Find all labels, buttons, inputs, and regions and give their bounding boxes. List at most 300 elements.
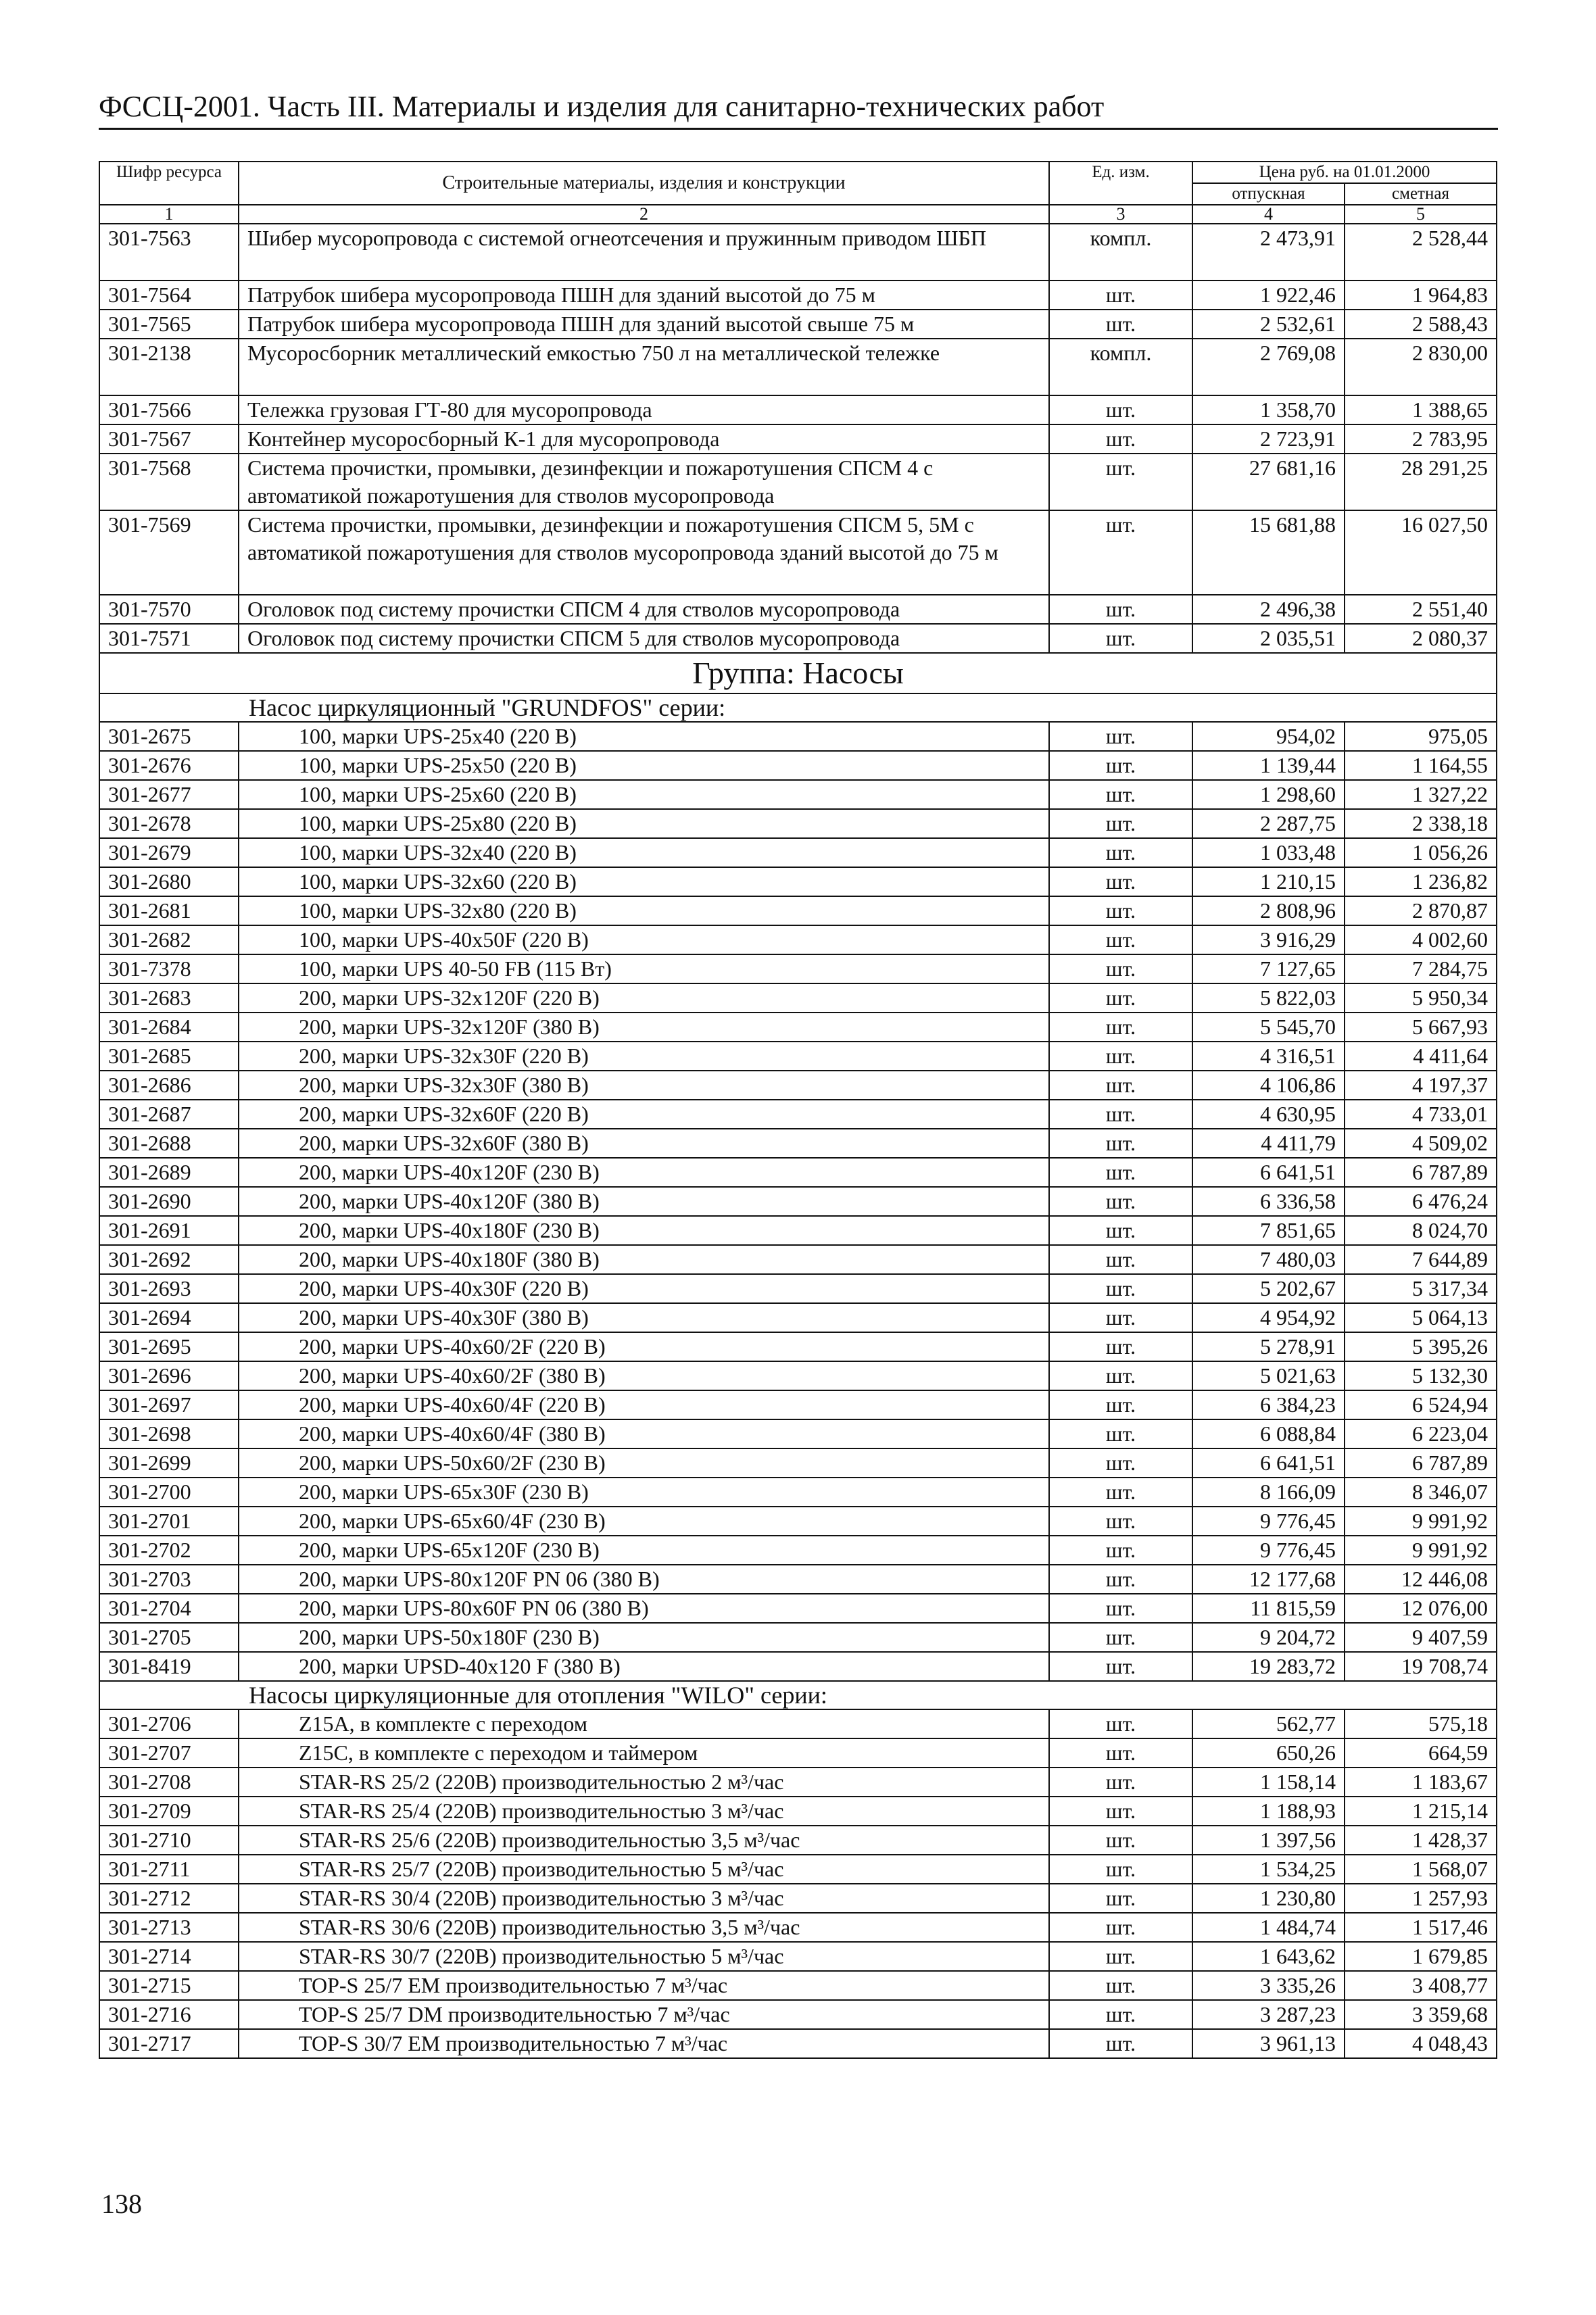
resource-code-cell: 301-2699	[99, 1448, 239, 1478]
resource-code-cell: 301-2708	[99, 1768, 239, 1797]
table-row	[99, 1448, 1497, 1478]
material-name-cell: STAR-RS 30/7 (220В) производительностью 5 м³/час	[239, 1942, 1049, 1971]
estimate-price-cell: 6 223,04	[1345, 1419, 1497, 1448]
table-header-row	[99, 162, 1497, 183]
estimate-price-cell: 8 346,07	[1345, 1478, 1497, 1507]
release-price-cell: 8 166,09	[1192, 1478, 1345, 1507]
release-price-cell: 5 202,67	[1192, 1274, 1345, 1303]
resource-code-cell: 301-2683	[99, 983, 239, 1013]
table-row	[99, 925, 1497, 954]
estimate-price-cell: 1 164,55	[1345, 751, 1497, 780]
column-number: 1	[99, 205, 239, 224]
header-unit: Ед. изм.	[1049, 162, 1192, 205]
release-price-cell: 1 358,70	[1192, 395, 1345, 424]
release-price-cell: 562,77	[1192, 1709, 1345, 1738]
resource-code-cell: 301-2687	[99, 1100, 239, 1129]
resource-code-cell: 301-2138	[99, 339, 239, 395]
estimate-price-cell: 1 215,14	[1345, 1797, 1497, 1826]
estimate-price-cell: 19 708,74	[1345, 1652, 1497, 1681]
estimate-price-cell: 1 679,85	[1345, 1942, 1497, 1971]
table-row	[99, 1507, 1497, 1536]
table-row	[99, 1942, 1497, 1971]
material-name-cell: TOP-S 25/7 DM производительностью 7 м³/час	[239, 2000, 1049, 2029]
resource-code-cell: 301-2706	[99, 1709, 239, 1738]
estimate-price-cell: 2 588,43	[1345, 310, 1497, 339]
material-name-cell: 200, марки UPS-40x180F (380 В)	[239, 1245, 1049, 1274]
table-body	[99, 205, 1497, 2058]
resource-code-cell: 301-8419	[99, 1652, 239, 1681]
material-name-cell: 200, марки UPS-65x120F (230 В)	[239, 1536, 1049, 1565]
release-price-cell: 1 397,56	[1192, 1826, 1345, 1855]
resource-code-cell: 301-2712	[99, 1884, 239, 1913]
material-name-cell: Z15C, в комплекте с переходом и таймером	[239, 1738, 1049, 1768]
material-name-cell: Контейнер мусоросборный К-1 для мусоропровода	[239, 424, 1049, 454]
section-title-wilo: Насосы циркуляционные для отопления "WILO" серии:	[99, 1681, 1497, 1709]
estimate-price-cell: 575,18	[1345, 1709, 1497, 1738]
group-title: Группа: Насосы	[99, 653, 1497, 693]
unit-cell: шт.	[1049, 1390, 1192, 1419]
resource-code-cell: 301-2701	[99, 1507, 239, 1536]
material-name-cell: 100, марки UPS-40x50F (220 В)	[239, 925, 1049, 954]
unit-cell: шт.	[1049, 1042, 1192, 1071]
release-price-cell: 2 808,96	[1192, 896, 1345, 925]
table-row	[99, 395, 1497, 424]
material-name-cell: 100, марки UPS-25x80 (220 В)	[239, 809, 1049, 838]
estimate-price-cell: 5 667,93	[1345, 1013, 1497, 1042]
table-row	[99, 310, 1497, 339]
release-price-cell: 1 922,46	[1192, 281, 1345, 310]
unit-cell: шт.	[1049, 1303, 1192, 1332]
unit-cell: шт.	[1049, 838, 1192, 867]
table-row	[99, 1826, 1497, 1855]
table-row	[99, 780, 1497, 809]
material-name-cell: 100, марки UPS-32x40 (220 В)	[239, 838, 1049, 867]
table-row	[99, 1594, 1497, 1623]
material-name-cell: STAR-RS 25/4 (220В) производительностью 3 м³/час	[239, 1797, 1049, 1826]
release-price-cell: 19 283,72	[1192, 1652, 1345, 1681]
release-price-cell: 2 723,91	[1192, 424, 1345, 454]
material-name-cell: Шибер мусоропровода с системой огнеотсечения и пружинным приводом ШБП	[239, 224, 1049, 281]
material-name-cell: 100, марки UPS-32x80 (220 В)	[239, 896, 1049, 925]
release-price-cell: 1 298,60	[1192, 780, 1345, 809]
release-price-cell: 650,26	[1192, 1738, 1345, 1768]
unit-cell: шт.	[1049, 1942, 1192, 1971]
resource-code-cell: 301-2707	[99, 1738, 239, 1768]
table-row	[99, 1129, 1497, 1158]
material-name-cell: 200, марки UPS-65x60/4F (230 В)	[239, 1507, 1049, 1536]
release-price-cell: 15 681,88	[1192, 510, 1345, 595]
release-price-cell: 1 210,15	[1192, 867, 1345, 896]
table-row	[99, 1332, 1497, 1361]
estimate-price-cell: 2 830,00	[1345, 339, 1497, 395]
unit-cell: шт.	[1049, 1448, 1192, 1478]
unit-cell: шт.	[1049, 1216, 1192, 1245]
unit-cell: шт.	[1049, 925, 1192, 954]
column-number: 5	[1345, 205, 1497, 224]
page-header-title: ФССЦ-2001. Часть III. Материалы и изделия для санитарно-технических работ	[99, 90, 1105, 123]
table-row	[99, 595, 1497, 624]
release-price-cell: 2 473,91	[1192, 224, 1345, 281]
estimate-price-cell: 1 236,82	[1345, 867, 1497, 896]
table-row	[99, 983, 1497, 1013]
resource-code-cell: 301-2685	[99, 1042, 239, 1071]
resource-code-cell: 301-2697	[99, 1390, 239, 1419]
unit-cell: шт.	[1049, 1536, 1192, 1565]
table-row	[99, 1738, 1497, 1768]
table-row	[99, 424, 1497, 454]
release-price-cell: 1 230,80	[1192, 1884, 1345, 1913]
table-row	[99, 722, 1497, 751]
estimate-price-cell: 5 064,13	[1345, 1303, 1497, 1332]
estimate-price-cell: 664,59	[1345, 1738, 1497, 1768]
estimate-price-cell: 16 027,50	[1345, 510, 1497, 595]
release-price-cell: 3 287,23	[1192, 2000, 1345, 2029]
estimate-price-cell: 5 317,34	[1345, 1274, 1497, 1303]
table-row	[99, 1536, 1497, 1565]
table-row	[99, 954, 1497, 983]
release-price-cell: 7 127,65	[1192, 954, 1345, 983]
unit-cell: компл.	[1049, 224, 1192, 281]
table-row	[99, 1071, 1497, 1100]
table-row	[99, 1478, 1497, 1507]
release-price-cell: 954,02	[1192, 722, 1345, 751]
material-name-cell: Мусоросборник металлический емкостью 750 л на металлической тележке	[239, 339, 1049, 395]
material-name-cell: 200, марки UPS-32x120F (220 В)	[239, 983, 1049, 1013]
column-number-row	[99, 205, 1497, 224]
header-estimate: сметная	[1345, 183, 1497, 205]
material-name-cell: STAR-RS 25/6 (220В) производительностью 3,5 м³/час	[239, 1826, 1049, 1855]
unit-cell: шт.	[1049, 624, 1192, 653]
estimate-price-cell: 2 338,18	[1345, 809, 1497, 838]
unit-cell: шт.	[1049, 1797, 1192, 1826]
resource-code-cell: 301-2680	[99, 867, 239, 896]
table-row	[99, 1652, 1497, 1681]
estimate-price-cell: 12 446,08	[1345, 1565, 1497, 1594]
release-price-cell: 1 484,74	[1192, 1913, 1345, 1942]
resource-code-cell: 301-2677	[99, 780, 239, 809]
price-table	[99, 161, 1497, 2059]
estimate-price-cell: 1 517,46	[1345, 1913, 1497, 1942]
material-name-cell: Патрубок шибера мусоропровода ПШН для зданий высотой до 75 м	[239, 281, 1049, 310]
resource-code-cell: 301-7565	[99, 310, 239, 339]
table-row	[99, 510, 1497, 595]
release-price-cell: 6 641,51	[1192, 1158, 1345, 1187]
estimate-price-cell: 3 408,77	[1345, 1971, 1497, 2000]
material-name-cell: Система прочистки, промывки, дезинфекции и пожаротушения СПСМ 5, 5М с автоматикой пожаротушения для стволов мусоропровода зданий высотой до 75 м	[239, 510, 1049, 595]
resource-code-cell: 301-2711	[99, 1855, 239, 1884]
resource-code-cell: 301-2691	[99, 1216, 239, 1245]
release-price-cell: 1 139,44	[1192, 751, 1345, 780]
release-price-cell: 7 480,03	[1192, 1245, 1345, 1274]
table-row	[99, 1913, 1497, 1942]
unit-cell: шт.	[1049, 1507, 1192, 1536]
table-row	[99, 1623, 1497, 1652]
estimate-price-cell: 9 991,92	[1345, 1507, 1497, 1536]
material-name-cell: 100, марки UPS-32x60 (220 В)	[239, 867, 1049, 896]
resource-code-cell: 301-2695	[99, 1332, 239, 1361]
estimate-price-cell: 5 395,26	[1345, 1332, 1497, 1361]
estimate-price-cell: 2 870,87	[1345, 896, 1497, 925]
resource-code-cell: 301-7563	[99, 224, 239, 281]
table-row	[99, 339, 1497, 395]
material-name-cell: 200, марки UPS-40x60/4F (380 В)	[239, 1419, 1049, 1448]
resource-code-cell: 301-7570	[99, 595, 239, 624]
unit-cell: шт.	[1049, 595, 1192, 624]
unit-cell: шт.	[1049, 1013, 1192, 1042]
estimate-price-cell: 9 991,92	[1345, 1536, 1497, 1565]
estimate-price-cell: 1 568,07	[1345, 1855, 1497, 1884]
resource-code-cell: 301-2682	[99, 925, 239, 954]
table-row	[99, 1042, 1497, 1071]
resource-code-cell: 301-2692	[99, 1245, 239, 1274]
estimate-price-cell: 8 024,70	[1345, 1216, 1497, 1245]
table-row	[99, 1361, 1497, 1390]
resource-code-cell: 301-7571	[99, 624, 239, 653]
table-head	[99, 162, 1497, 205]
unit-cell: шт.	[1049, 1332, 1192, 1361]
estimate-price-cell: 6 787,89	[1345, 1158, 1497, 1187]
material-name-cell: 200, марки UPS-32x30F (220 В)	[239, 1042, 1049, 1071]
estimate-price-cell: 2 080,37	[1345, 624, 1497, 653]
unit-cell: шт.	[1049, 954, 1192, 983]
release-price-cell: 2 287,75	[1192, 809, 1345, 838]
table-row	[99, 1303, 1497, 1332]
material-name-cell: 200, марки UPS-32x60F (220 В)	[239, 1100, 1049, 1129]
unit-cell: шт.	[1049, 896, 1192, 925]
resource-code-cell: 301-2681	[99, 896, 239, 925]
table-row	[99, 1216, 1497, 1245]
release-price-cell: 6 088,84	[1192, 1419, 1345, 1448]
resource-code-cell: 301-7568	[99, 454, 239, 510]
resource-code-cell: 301-2714	[99, 1942, 239, 1971]
table-row	[99, 1855, 1497, 1884]
resource-code-cell: 301-2709	[99, 1797, 239, 1826]
release-price-cell: 4 106,86	[1192, 1071, 1345, 1100]
table-row	[99, 1158, 1497, 1187]
unit-cell: шт.	[1049, 1855, 1192, 1884]
resource-code-cell: 301-2679	[99, 838, 239, 867]
page-number: 138	[101, 2189, 142, 2219]
unit-cell: шт.	[1049, 1274, 1192, 1303]
unit-cell: шт.	[1049, 310, 1192, 339]
table-row	[99, 751, 1497, 780]
header-name: Строительные материалы, изделия и конструкции	[239, 162, 1049, 205]
estimate-price-cell: 5 132,30	[1345, 1361, 1497, 1390]
estimate-price-cell: 6 787,89	[1345, 1448, 1497, 1478]
unit-cell: шт.	[1049, 2029, 1192, 2058]
table-row	[99, 1884, 1497, 1913]
resource-code-cell: 301-2703	[99, 1565, 239, 1594]
release-price-cell: 2 035,51	[1192, 624, 1345, 653]
release-price-cell: 27 681,16	[1192, 454, 1345, 510]
table-row	[99, 838, 1497, 867]
material-name-cell: 200, марки UPS-32x120F (380 В)	[239, 1013, 1049, 1042]
table-row	[99, 809, 1497, 838]
estimate-price-cell: 1 388,65	[1345, 395, 1497, 424]
release-price-cell: 1 158,14	[1192, 1768, 1345, 1797]
unit-cell: шт.	[1049, 1478, 1192, 1507]
resource-code-cell: 301-2702	[99, 1536, 239, 1565]
column-number: 4	[1192, 205, 1345, 224]
unit-cell: шт.	[1049, 1100, 1192, 1129]
resource-code-cell: 301-2690	[99, 1187, 239, 1216]
header-release: отпускная	[1192, 183, 1345, 205]
resource-code-cell: 301-2678	[99, 809, 239, 838]
unit-cell: шт.	[1049, 722, 1192, 751]
unit-cell: шт.	[1049, 1419, 1192, 1448]
release-price-cell: 6 641,51	[1192, 1448, 1345, 1478]
resource-code-cell: 301-2676	[99, 751, 239, 780]
material-name-cell: 200, марки UPS-80x60F PN 06 (380 В)	[239, 1594, 1049, 1623]
resource-code-cell: 301-2675	[99, 722, 239, 751]
estimate-price-cell: 6 524,94	[1345, 1390, 1497, 1419]
unit-cell: шт.	[1049, 2000, 1192, 2029]
material-name-cell: STAR-RS 30/6 (220В) производительностью 3,5 м³/час	[239, 1913, 1049, 1942]
release-price-cell: 3 961,13	[1192, 2029, 1345, 2058]
unit-cell: шт.	[1049, 1361, 1192, 1390]
material-name-cell: 100, марки UPS 40-50 FB (115 Вт)	[239, 954, 1049, 983]
unit-cell: шт.	[1049, 1738, 1192, 1768]
table-row	[99, 1419, 1497, 1448]
section-title-grundfos-row	[99, 693, 1497, 722]
table-row	[99, 1390, 1497, 1419]
release-price-cell: 4 411,79	[1192, 1129, 1345, 1158]
estimate-price-cell: 1 257,93	[1345, 1884, 1497, 1913]
material-name-cell: 200, марки UPS-40x60/4F (220 В)	[239, 1390, 1049, 1419]
resource-code-cell: 301-2710	[99, 1826, 239, 1855]
estimate-price-cell: 2 528,44	[1345, 224, 1497, 281]
estimate-price-cell: 975,05	[1345, 722, 1497, 751]
resource-code-cell: 301-2713	[99, 1913, 239, 1942]
resource-code-cell: 301-2686	[99, 1071, 239, 1100]
release-price-cell: 9 204,72	[1192, 1623, 1345, 1652]
column-number: 3	[1049, 205, 1192, 224]
unit-cell: шт.	[1049, 1565, 1192, 1594]
material-name-cell: 200, марки UPS-40x120F (230 В)	[239, 1158, 1049, 1187]
estimate-price-cell: 4 048,43	[1345, 2029, 1497, 2058]
material-name-cell: Оголовок под систему прочистки СПСМ 4 для стволов мусоропровода	[239, 595, 1049, 624]
column-number: 2	[239, 205, 1049, 224]
release-price-cell: 6 384,23	[1192, 1390, 1345, 1419]
material-name-cell: Патрубок шибера мусоропровода ПШН для зданий высотой свыше 75 м	[239, 310, 1049, 339]
material-name-cell: Оголовок под систему прочистки СПСМ 5 для стволов мусоропровода	[239, 624, 1049, 653]
resource-code-cell: 301-2684	[99, 1013, 239, 1042]
material-name-cell: 100, марки UPS-25x50 (220 В)	[239, 751, 1049, 780]
resource-code-cell: 301-7378	[99, 954, 239, 983]
resource-code-cell: 301-2715	[99, 1971, 239, 2000]
table-row	[99, 867, 1497, 896]
resource-code-cell: 301-2688	[99, 1129, 239, 1158]
material-name-cell: 200, марки UPS-50x180F (230 В)	[239, 1623, 1049, 1652]
table-row	[99, 1971, 1497, 2000]
material-name-cell: 200, марки UPS-40x30F (380 В)	[239, 1303, 1049, 1332]
release-price-cell: 11 815,59	[1192, 1594, 1345, 1623]
material-name-cell: 200, марки UPS-40x60/2F (220 В)	[239, 1332, 1049, 1361]
table-row	[99, 1013, 1497, 1042]
table-row	[99, 2029, 1497, 2058]
release-price-cell: 9 776,45	[1192, 1536, 1345, 1565]
unit-cell: шт.	[1049, 809, 1192, 838]
unit-cell: шт.	[1049, 780, 1192, 809]
unit-cell: шт.	[1049, 751, 1192, 780]
estimate-price-cell: 4 411,64	[1345, 1042, 1497, 1071]
material-name-cell: STAR-RS 25/2 (220В) производительностью 2 м³/час	[239, 1768, 1049, 1797]
estimate-price-cell: 4 733,01	[1345, 1100, 1497, 1129]
estimate-price-cell: 4 197,37	[1345, 1071, 1497, 1100]
resource-code-cell: 301-2689	[99, 1158, 239, 1187]
unit-cell: шт.	[1049, 1129, 1192, 1158]
estimate-price-cell: 1 327,22	[1345, 780, 1497, 809]
unit-cell: шт.	[1049, 1187, 1192, 1216]
material-name-cell: 200, марки UPS-32x60F (380 В)	[239, 1129, 1049, 1158]
resource-code-cell: 301-2694	[99, 1303, 239, 1332]
material-name-cell: 200, марки UPS-50x60/2F (230 В)	[239, 1448, 1049, 1478]
unit-cell: шт.	[1049, 1768, 1192, 1797]
material-name-cell: 200, марки UPS-65x30F (230 В)	[239, 1478, 1049, 1507]
unit-cell: компл.	[1049, 339, 1192, 395]
table-row	[99, 1797, 1497, 1826]
material-name-cell: 200, марки UPS-40x60/2F (380 В)	[239, 1361, 1049, 1390]
release-price-cell: 9 776,45	[1192, 1507, 1345, 1536]
resource-code-cell: 301-7566	[99, 395, 239, 424]
header-code: Шифр ресурса	[99, 162, 239, 205]
resource-code-cell: 301-2696	[99, 1361, 239, 1390]
estimate-price-cell: 3 359,68	[1345, 2000, 1497, 2029]
unit-cell: шт.	[1049, 983, 1192, 1013]
material-name-cell: STAR-RS 30/4 (220В) производительностью 3 м³/час	[239, 1884, 1049, 1913]
header-rule	[99, 128, 1498, 130]
estimate-price-cell: 2 551,40	[1345, 595, 1497, 624]
unit-cell: шт.	[1049, 424, 1192, 454]
material-name-cell: 200, марки UPS-40x120F (380 В)	[239, 1187, 1049, 1216]
estimate-price-cell: 1 183,67	[1345, 1768, 1497, 1797]
header-price: Цена руб. на 01.01.2000	[1192, 162, 1497, 183]
release-price-cell: 2 532,61	[1192, 310, 1345, 339]
material-name-cell: TOP-S 30/7 EM производительностью 7 м³/час	[239, 2029, 1049, 2058]
table-row	[99, 896, 1497, 925]
estimate-price-cell: 2 783,95	[1345, 424, 1497, 454]
table-row	[99, 1565, 1497, 1594]
resource-code-cell: 301-2698	[99, 1419, 239, 1448]
table-row	[99, 1100, 1497, 1129]
material-name-cell: 200, марки UPS-80x120F PN 06 (380 В)	[239, 1565, 1049, 1594]
estimate-price-cell: 4 509,02	[1345, 1129, 1497, 1158]
resource-code-cell: 301-7564	[99, 281, 239, 310]
material-name-cell: 200, марки UPS-40x30F (220 В)	[239, 1274, 1049, 1303]
release-price-cell: 5 822,03	[1192, 983, 1345, 1013]
material-name-cell: Тележка грузовая ГТ-80 для мусоропровода	[239, 395, 1049, 424]
resource-code-cell: 301-2700	[99, 1478, 239, 1507]
resource-code-cell: 301-2705	[99, 1623, 239, 1652]
release-price-cell: 6 336,58	[1192, 1187, 1345, 1216]
unit-cell: шт.	[1049, 1245, 1192, 1274]
release-price-cell: 7 851,65	[1192, 1216, 1345, 1245]
estimate-price-cell: 9 407,59	[1345, 1623, 1497, 1652]
release-price-cell: 12 177,68	[1192, 1565, 1345, 1594]
table-row	[99, 281, 1497, 310]
release-price-cell: 1 188,93	[1192, 1797, 1345, 1826]
unit-cell: шт.	[1049, 1709, 1192, 1738]
section-title-wilo-row	[99, 1681, 1497, 1709]
table-row	[99, 624, 1497, 653]
resource-code-cell: 301-7569	[99, 510, 239, 595]
estimate-price-cell: 5 950,34	[1345, 983, 1497, 1013]
unit-cell: шт.	[1049, 1913, 1192, 1942]
material-name-cell: STAR-RS 25/7 (220В) производительностью 5 м³/час	[239, 1855, 1049, 1884]
resource-code-cell: 301-7567	[99, 424, 239, 454]
table-row	[99, 1274, 1497, 1303]
estimate-price-cell: 1 056,26	[1345, 838, 1497, 867]
